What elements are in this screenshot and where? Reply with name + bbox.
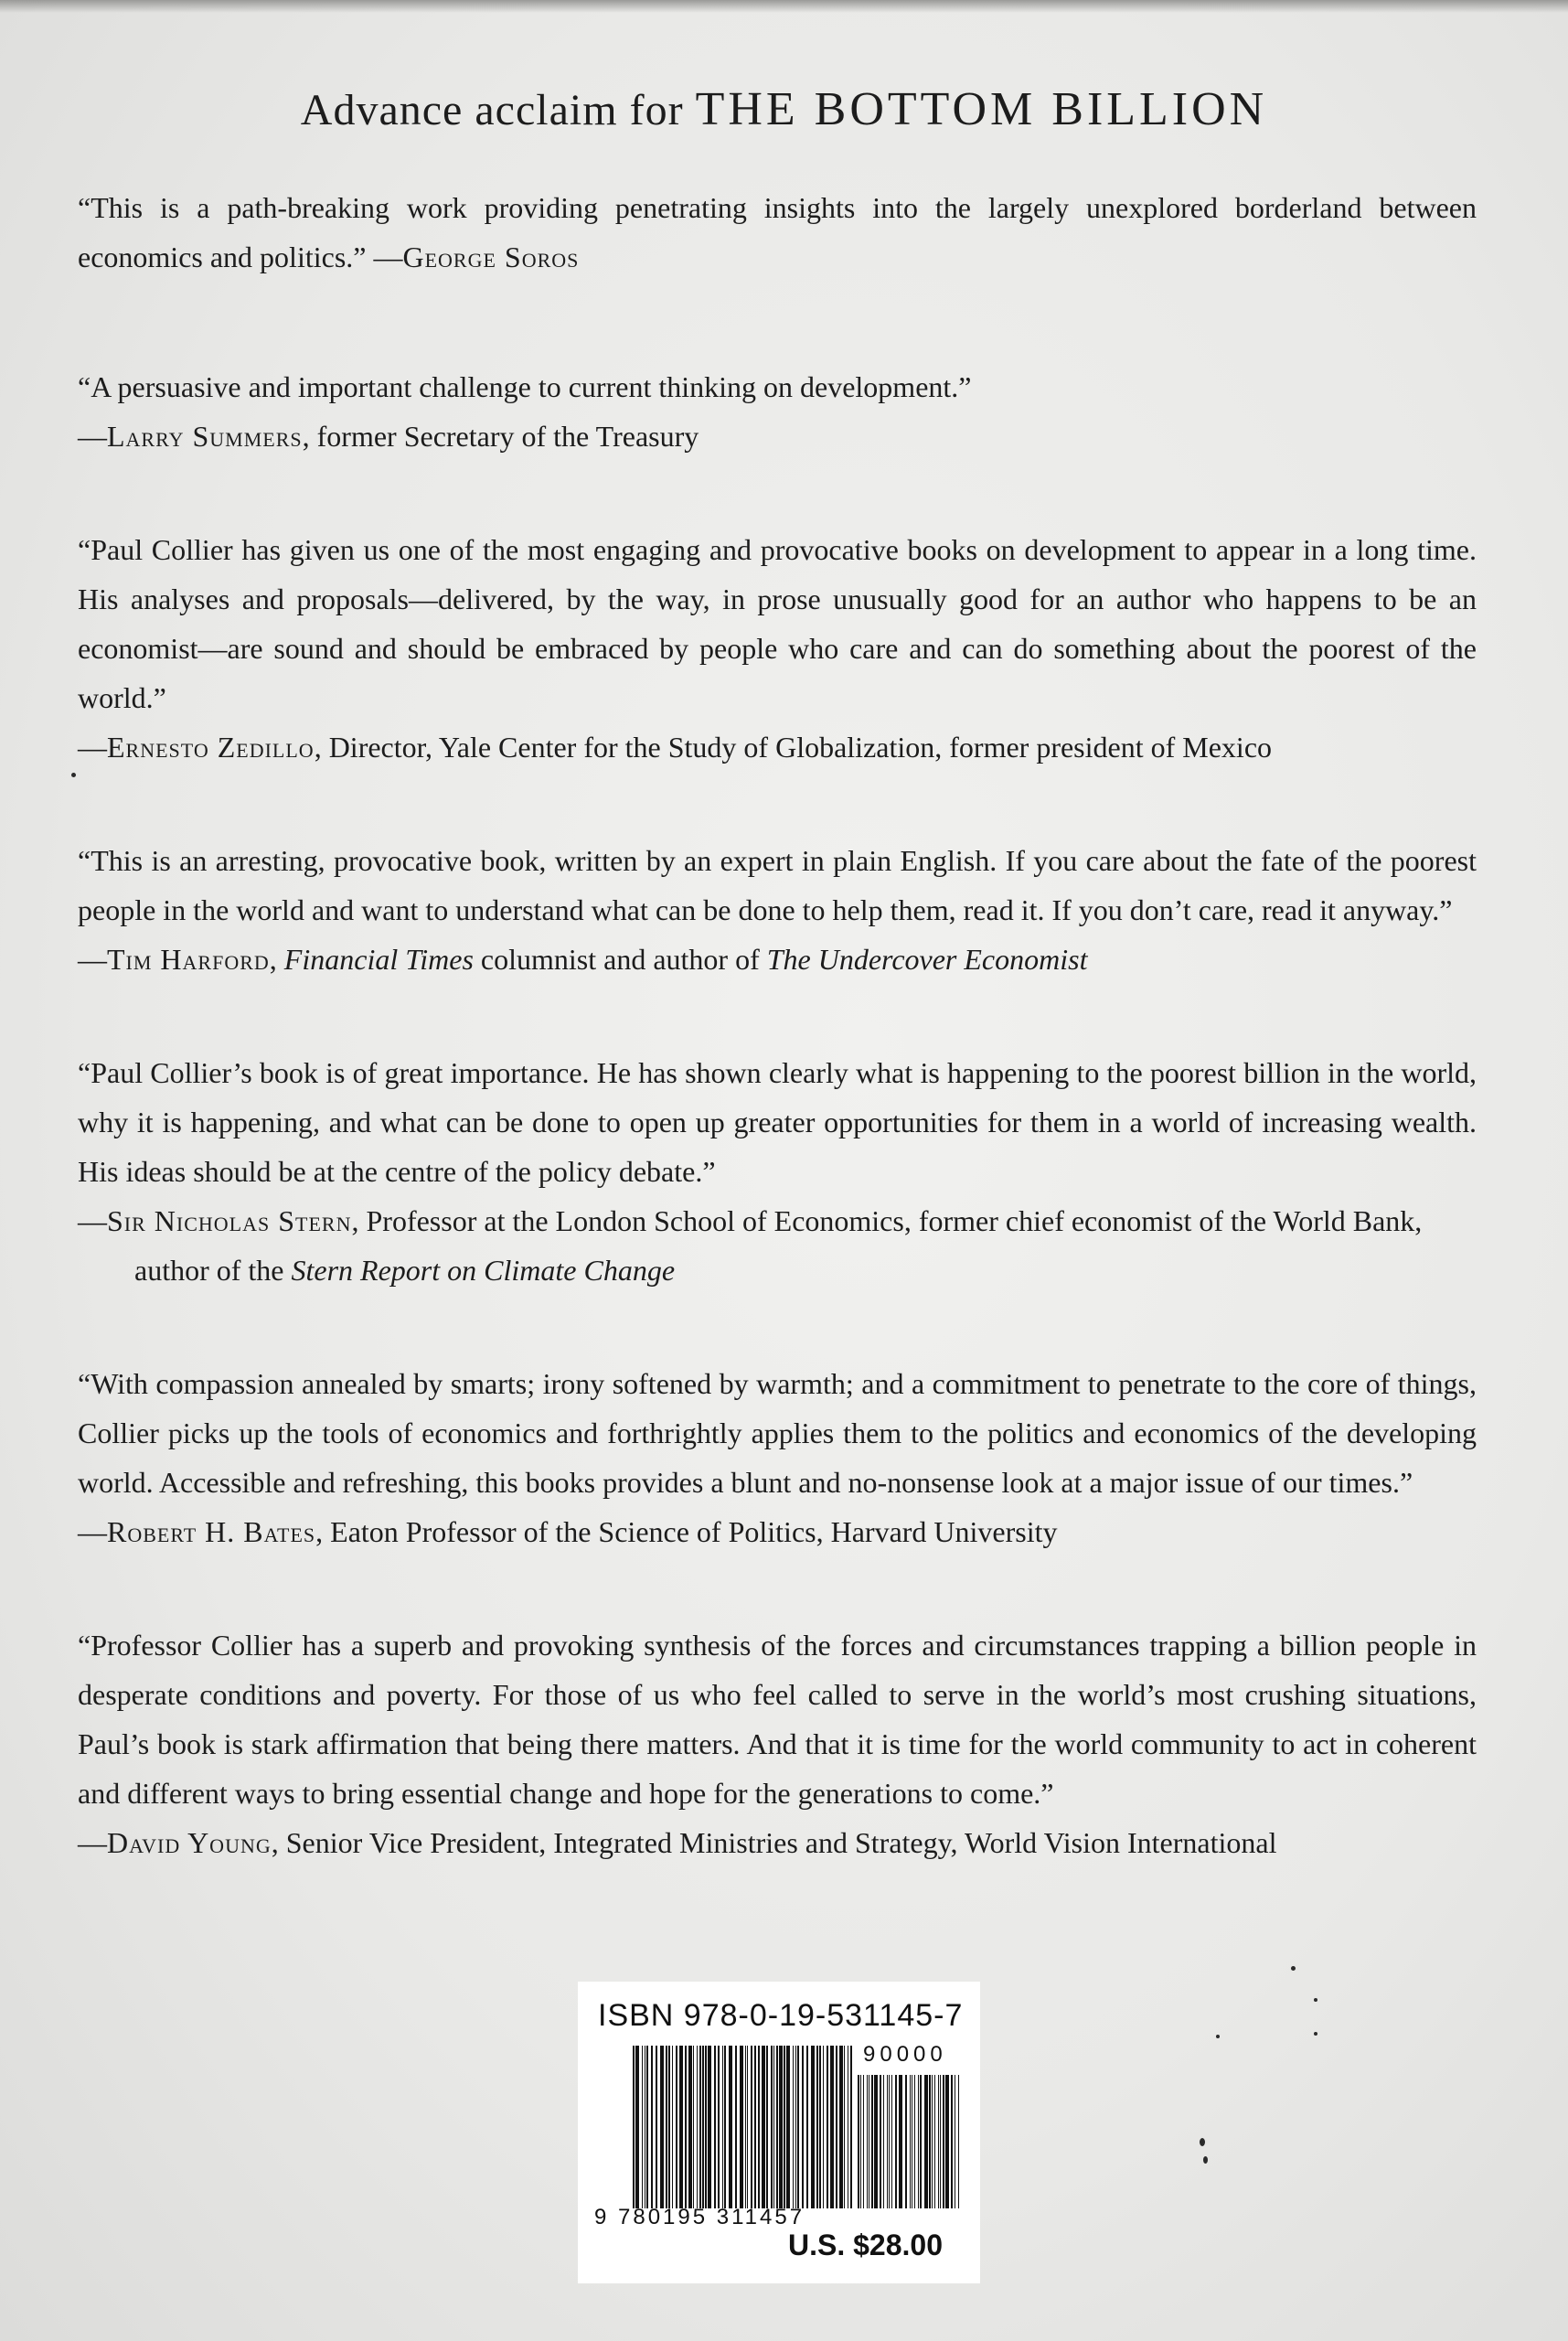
barcode-bar — [793, 2046, 794, 2208]
barcode-bar — [779, 2046, 783, 2208]
barcode-bar — [714, 2046, 716, 2208]
barcode-bar — [839, 2046, 843, 2208]
barcode-bar — [932, 2075, 933, 2208]
barcode-bar — [934, 2075, 935, 2208]
barcode-bar — [830, 2046, 834, 2208]
barcode-bar — [811, 2046, 815, 2208]
blurb-summers — [78, 362, 1477, 461]
paper-speck — [1216, 2035, 1220, 2038]
barcode-bar — [958, 2075, 959, 2208]
barcode-bar — [797, 2046, 799, 2208]
barcode-digits: 9 780195 311457 — [594, 2205, 805, 2229]
attribution-book-title: The Undercover Economist — [766, 943, 1088, 976]
blurb-text: “Paul Collier has given us one of the most engaging and provocative books on development to appear in a long time. His analyses and proposals—delivered, by the way, in prose unusually good for an author who happens to be an economist—are sound and should be embraced by people who care and can do something about the poorest of the world.” — [78, 533, 1477, 714]
blurb-text: “This is an arresting, provocative book, written by an expert in plain English. If you care about the fate of the poorest people in the world and want to understand what can be done to help them, read it. If you don’t care, read it anyway.” — [78, 844, 1477, 926]
blurb-harford — [78, 836, 1477, 984]
barcode-bar — [758, 2046, 760, 2208]
attribution — [78, 1818, 1477, 1867]
blurb-soros — [78, 183, 1477, 282]
barcode-bar — [905, 2075, 907, 2208]
barcode-bar — [918, 2075, 919, 2208]
barcode-bar — [735, 2046, 737, 2208]
barcode-bar — [951, 2075, 953, 2208]
attribution-dash: — — [78, 1826, 107, 1859]
paper-speck — [1291, 1966, 1296, 1971]
barcode-bar — [858, 2075, 859, 2208]
top-edge-shadow — [0, 0, 1568, 13]
barcode-bar — [924, 2075, 928, 2208]
barcode-bar — [844, 2046, 845, 2208]
barcode-bar — [651, 2046, 653, 2208]
barcode-bar — [776, 2046, 778, 2208]
barcode-bar — [860, 2075, 861, 2208]
barcode-bar — [754, 2046, 756, 2208]
attribution-name: George Soros — [402, 241, 580, 273]
blurb-text: “This is a path-breaking work providing penetrating insights into the largely unexplored borderland between economics and politics.” — [78, 191, 1477, 273]
barcode-bar — [883, 2075, 884, 2208]
barcode-bar — [660, 2046, 664, 2208]
attribution-role: , Professor at the London School of Economics, former chief economist of the World Bank, author of the — [134, 1204, 1423, 1287]
barcode-bar — [938, 2075, 939, 2208]
attribution-dash: — — [78, 420, 107, 453]
barcode-bar — [708, 2046, 711, 2208]
barcode-bar — [889, 2075, 890, 2208]
barcode-bar — [945, 2075, 949, 2208]
barcode-bar — [688, 2046, 692, 2208]
attribution — [78, 1196, 1477, 1295]
addon-barcode — [858, 2075, 960, 2208]
barcode-bar — [668, 2046, 670, 2208]
barcode-bar — [874, 2075, 878, 2208]
attribution-dash: — — [78, 731, 107, 764]
attribution-publication: Financial Times — [283, 943, 474, 976]
attribution — [78, 412, 1477, 461]
blurb-text: “Professor Collier has a superb and provoking synthesis of the forces and circumstances trapping a billion people in desperate conditions and poverty. For those of us who feel called to serve in the world’s most crushing situations, Paul’s book is stark affirmation that being there matters. And that it is time for the world community to act in coherent and different ways to bring essential change and hope for the generations to come.” — [78, 1629, 1477, 1810]
barcode-bar — [693, 2046, 694, 2208]
barcode-bar — [827, 2046, 828, 2208]
barcode-bar — [895, 2075, 897, 2208]
blurb-text: “Paul Collier’s book is of great importance. He has shown clearly what is happening to the poorest billion in the world, why it is happening, and what can be done to open up greater opportunities for them in a world of increasing wealth. His ideas should be at the centre of the policy debate.” — [78, 1056, 1477, 1188]
attribution-role: , former Secretary of the Treasury — [302, 420, 699, 453]
barcode-bar — [929, 2075, 931, 2208]
page-heading — [0, 82, 1568, 136]
barcode-bar — [699, 2046, 701, 2208]
blurb-young — [78, 1620, 1477, 1867]
isbn-text: ISBN 978-0-19-531145-7 — [598, 1998, 964, 2033]
attribution-name: Tim Harford — [107, 943, 270, 976]
barcode-bar — [642, 2046, 643, 2208]
paper-speck — [1314, 1998, 1317, 2002]
barcode-bar — [871, 2075, 873, 2208]
barcode-bar — [666, 2046, 667, 2208]
attribution-role: , Eaton Professor of the Science of Politics, Harvard University — [315, 1515, 1058, 1548]
paper-speck — [1200, 2138, 1205, 2146]
barcode-bar — [887, 2075, 888, 2208]
attribution-role: columnist and author of — [473, 943, 767, 976]
barcode-bar — [762, 2046, 765, 2208]
barcode-bar — [679, 2046, 683, 2208]
barcode-bar — [773, 2046, 774, 2208]
barcode-bar — [795, 2046, 796, 2208]
blurb-text: “A persuasive and important challenge to current thinking on development.” — [78, 370, 972, 403]
barcode-bar — [880, 2075, 881, 2208]
attribution-role: , Senior Vice President, Integrated Ministries and Strategy, World Vision International — [271, 1826, 1277, 1859]
barcode-bar — [685, 2046, 687, 2208]
barcode-bar — [702, 2046, 704, 2208]
ean-barcode — [633, 2046, 852, 2208]
barcode-bar — [784, 2046, 785, 2208]
barcode-bar — [672, 2046, 673, 2208]
barcode-bar — [745, 2046, 746, 2208]
attribution — [78, 935, 1477, 984]
barcode-bar — [899, 2075, 902, 2208]
barcode-label — [578, 1982, 980, 2283]
barcode-bar — [724, 2046, 726, 2208]
blurb-bates — [78, 1359, 1477, 1556]
attribution-name: Ernesto Zedillo — [107, 731, 315, 764]
barcode-bar — [786, 2046, 790, 2208]
barcode-bar — [635, 2046, 639, 2208]
attribution-role: , — [269, 943, 284, 976]
barcode-bar — [802, 2046, 804, 2208]
barcode-bar — [806, 2046, 808, 2208]
barcode-bar — [747, 2046, 748, 2208]
paper-speck — [1314, 2032, 1317, 2036]
barcode-bar — [729, 2046, 732, 2208]
attribution-role: , Director, Yale Center for the Study of Globalization, former president of Mexico — [314, 731, 1273, 764]
barcode-bar — [697, 2046, 698, 2208]
barcode-bar — [740, 2046, 743, 2208]
heading-prefix: Advance acclaim for — [300, 86, 696, 134]
barcode-bar — [836, 2046, 837, 2208]
attribution — [78, 722, 1477, 772]
blurb-stern — [78, 1048, 1477, 1295]
addon-code: 90000 — [863, 2042, 947, 2067]
barcode-bar — [920, 2075, 922, 2208]
barcode-bar — [633, 2046, 635, 2208]
blurb-zedillo — [78, 525, 1477, 772]
attribution-dash: — — [78, 943, 107, 976]
barcode-bar — [722, 2046, 723, 2208]
barcode-bar — [705, 2046, 707, 2208]
attribution-name: Larry Summers — [107, 420, 303, 453]
barcode-bar — [823, 2046, 824, 2208]
barcode-bar — [766, 2046, 768, 2208]
barcode-bar — [819, 2046, 821, 2208]
barcode-bar — [850, 2046, 852, 2208]
attribution-name: David Young — [107, 1826, 272, 1859]
barcode-bar — [943, 2075, 944, 2208]
attribution-report-title: Stern Report on Climate Change — [291, 1254, 676, 1287]
attribution-dash: — — [78, 1515, 107, 1548]
barcode-bar — [863, 2075, 864, 2208]
paper-speck — [1203, 2156, 1208, 2164]
barcode-bar — [751, 2046, 752, 2208]
barcode-bar — [718, 2046, 720, 2208]
barcode-bar — [914, 2075, 915, 2208]
attribution-name: Sir Nicholas Stern — [107, 1204, 352, 1237]
blurb-list — [78, 183, 1477, 1931]
barcode-bar — [940, 2075, 941, 2208]
price-text: U.S. $28.00 — [788, 2229, 943, 2261]
book-title: THE BOTTOM BILLION — [695, 83, 1268, 135]
barcode-bar — [867, 2075, 868, 2208]
barcode-bar — [910, 2075, 911, 2208]
attribution-name: Robert H. Bates — [107, 1515, 316, 1548]
attribution — [78, 1507, 1477, 1556]
barcode-bar — [771, 2046, 773, 2208]
blurb-text: “With compassion annealed by smarts; irony softened by warmth; and a commitment to penetrate to the core of things, Collier picks up the tools of economics and forthrightly applies them to the politics and economics of the developing world. Accessible and refreshing, this books provides a blunt and no-nonsense look at a major issue of our times.” — [78, 1367, 1477, 1499]
barcode-bar — [676, 2046, 677, 2208]
barcode-bar — [891, 2075, 892, 2208]
attribution-dash: — — [78, 1204, 107, 1237]
barcode-bar — [646, 2046, 648, 2208]
paper-speck — [71, 773, 76, 777]
barcode-bar — [816, 2046, 818, 2208]
attribution-dash: — — [366, 241, 403, 273]
barcode-bar — [656, 2046, 657, 2208]
